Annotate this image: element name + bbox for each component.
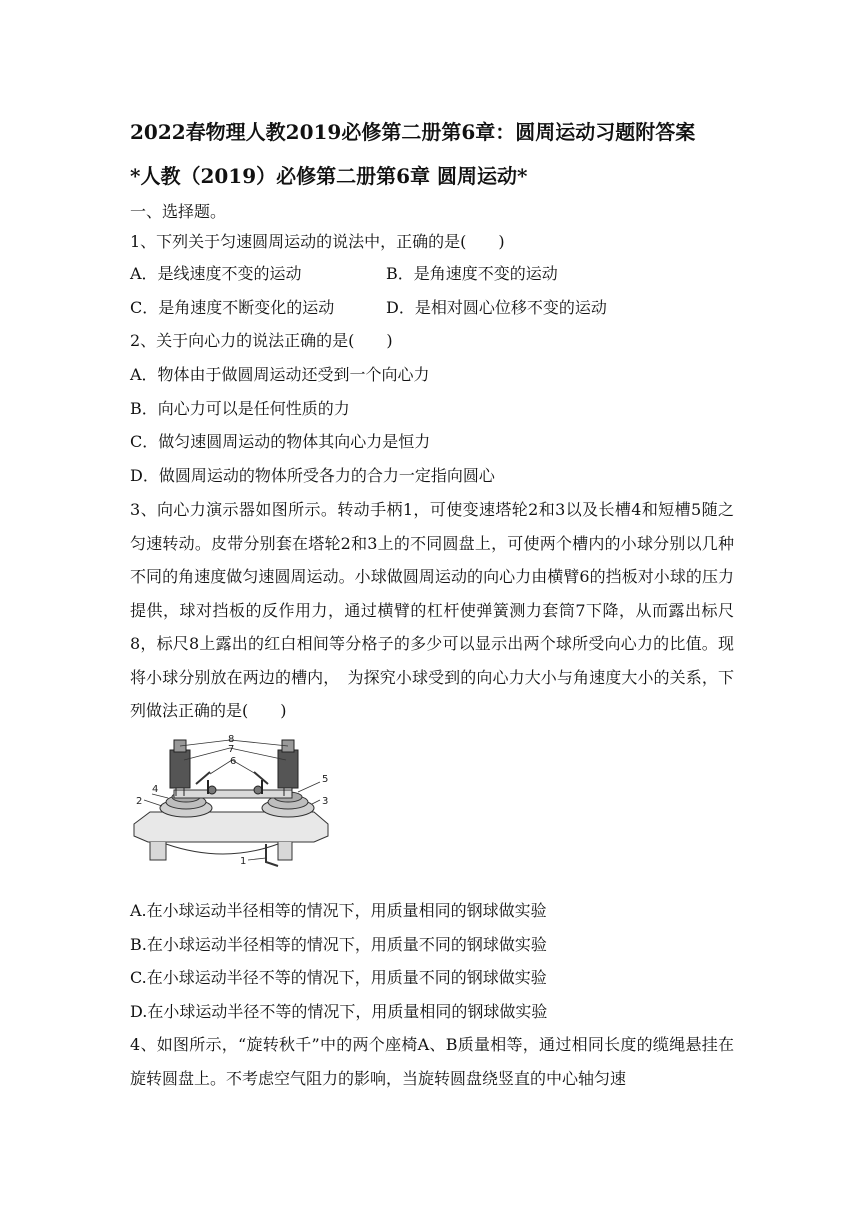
question-2-option-a: A．物体由于做圆周运动还受到一个向心力 [130,365,430,384]
question-3-option-d: D.在小球运动半径不等的情况下，用质量相同的钢球做实验 [130,1002,548,1021]
question-1-option-d: D．是相对圆心位移不变的运动 [386,298,607,317]
question-2-option-c: C．做匀速圆周运动的物体其向心力是恒力 [130,432,431,451]
question-2-option-b: B．向心力可以是任何性质的力 [130,399,350,418]
question-2-stem: 2、关于向心力的说法正确的是( ) [130,331,393,350]
figure-label-8: 8 [228,734,235,745]
question-4-stem: 4、如图所示，“旋转秋千”中的两个座椅A、B质量相等，通过相同长度的缆绳悬挂在旋转圆盘上。不考虑空气阻力的影响，当旋转圆盘绕竖直的中心轴匀速 [130,1035,734,1088]
question-1-option-c: C．是角速度不断变化的运动 [130,298,335,317]
figure-label-4: 4 [152,784,159,795]
question-3-stem: 3、向心力演示器如图所示。转动手柄1，可使变速塔轮2和3以及长槽4和短槽5随之匀速转动。皮带分别套在塔轮2和3上的不同圆盘上，可使两个槽内的小球分别以几种不同的角速度做匀速圆周运动。小球做圆周运动的向心力由横臂6的挡板对小球的压力提供，球对挡板的反作用力，通过横臂的杠杆使弹簧测力套筒7下降，从而露出标尺8，标尺8上露出的红白相间等分格子的多少可以显示出两个球所受向心力的比值。现将小球分别放在两边的槽内， 为探究小球受到的向心力大小与角速度大小的关系，下列做法正确的是( ) [130,500,734,720]
section-heading: 一、选择题。 [130,202,227,221]
figure-label-1: 1 [240,856,247,867]
figure-label-6: 6 [230,756,237,767]
document-title: 2022春物理人教2019必修第二册第6章：圆周运动习题附答案 [130,120,696,144]
figure-label-2: 2 [136,796,143,807]
figure-label-5: 5 [322,774,329,785]
question-3-option-a: A.在小球运动半径相等的情况下，用质量相同的钢球做实验 [130,901,547,920]
question-3-option-c: C.在小球运动半径不等的情况下，用质量不同的钢球做实验 [130,968,547,987]
question-2-option-d: D．做圆周运动的物体所受各力的合力一定指向圆心 [130,466,495,485]
document-subtitle: *人教（2019）必修第二册第6章 圆周运动* [130,164,528,188]
figure-label-7: 7 [228,744,235,755]
question-1-stem: 1、下列关于匀速圆周运动的说法中，正确的是( ) [130,232,505,251]
figure-label-3: 3 [322,796,329,807]
centripetal-force-apparatus-figure [128,732,338,890]
question-1-option-b: B．是角速度不变的运动 [386,264,558,283]
question-1-option-a: A．是线速度不变的运动 [130,264,302,283]
question-3-option-b: B.在小球运动半径相等的情况下，用质量不同的钢球做实验 [130,935,547,954]
